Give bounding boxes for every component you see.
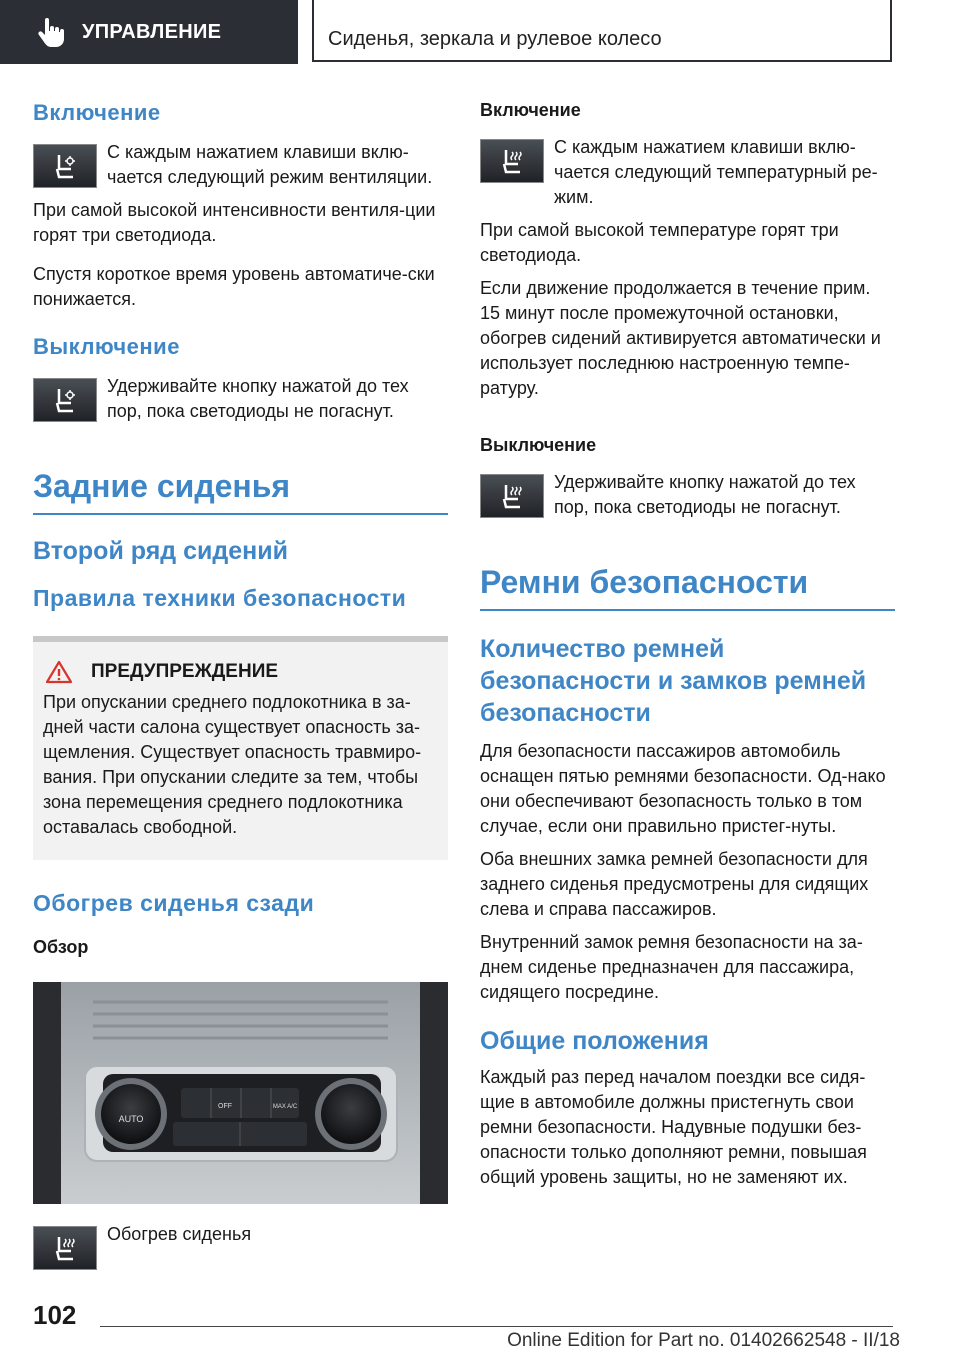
- left-column: [33, 100, 448, 1270]
- heating-max-text: При самой высокой температуре горят три светодиода.: [480, 220, 839, 265]
- belts-count-title: Количество ремней безопасности и замков ремней безопасности: [480, 635, 867, 727]
- rear-climate-panel-photo: [33, 982, 448, 1204]
- max-ac-label: MAX A/C: [272, 1104, 298, 1110]
- seat-belts-title: Ремни безопасности: [480, 564, 895, 611]
- edition-info: Online Edition for Part no. 01402662548 - II/18: [507, 1330, 900, 1351]
- warning-text: При опускании среднего подлокотника в за-дней части салона существует опасность за-щемления. Существует опасность травмиро-вания. При опускании следите за тем, чтобы зона перемещения среднего подлокотника оставалась свободной.: [43, 692, 422, 837]
- section-title: УПРАВЛЕНИЕ: [82, 20, 222, 43]
- right-column: [480, 100, 895, 1190]
- general-text: Каждый раз перед началом поездки все сидя-щие в автомобиле должны пристегнуть свои ремни безопасности. Надувные подушки без-опасности только дополняют ремни, повышая общий уровень защиты, но не заменяют их.: [480, 1067, 867, 1187]
- heating-off-row: [480, 470, 895, 520]
- rear-seats-title: Задние сиденья: [33, 468, 448, 515]
- belts-paragraph-3: Внутренний замок ремня безопасности на за-днем сиденье предназначен для пассажира, сидящего посредине.: [480, 932, 863, 1002]
- seat-heating-button-icon: [480, 139, 544, 183]
- heating-auto-text: Если движение продолжается в течение прим. 15 минут после промежуточной остановки, обогрев сидений активируется автоматически и использует последнюю настроенную темпе-ратуру.: [480, 278, 881, 398]
- ventilation-off-row: [33, 374, 448, 424]
- overview-heading: Обзор: [33, 937, 89, 957]
- seat-heating-caption-row: [33, 1222, 448, 1270]
- ventilation-off-heading: Выключение: [33, 334, 180, 359]
- seat-heating-button-icon: [33, 1226, 97, 1270]
- ventilation-on-text: С каждым нажатием клавиши вклю-чается следующий режим вентиляции.: [107, 142, 433, 187]
- belts-paragraph-1: Для безопасности пассажиров автомобиль оснащен пятью ремнями безопасности. Од-нако они обеспечивают безопасность только в том случае, если они правильно пристег-нуты.: [480, 741, 886, 836]
- heating-off-text: Удерживайте кнопку нажатой до тех пор, пока светодиоды не погаснут.: [554, 472, 856, 517]
- general-title: Общие положения: [480, 1027, 709, 1055]
- seat-heating-caption: Обогрев сиденья: [107, 1224, 252, 1244]
- safety-rules-title: Правила техники безопасности: [33, 585, 407, 611]
- footer-divider: [100, 1326, 893, 1327]
- seat-heating-button-icon: [480, 474, 544, 518]
- warning-triangle-icon: [45, 660, 73, 684]
- second-row-title: Второй ряд сидений: [33, 537, 288, 565]
- heating-off-heading: Выключение: [480, 435, 597, 455]
- heating-on-heading: Включение: [480, 100, 581, 120]
- warning-header: [43, 660, 436, 684]
- seat-ventilation-button-icon: [33, 144, 97, 188]
- belts-paragraph-2: Оба внешних замка ремней безопасности для заднего сиденья предусмотрены для сидящих слева и справа пассажиров.: [480, 849, 869, 919]
- ventilation-on-heading: Включение: [33, 100, 161, 125]
- ventilation-on-row: [33, 140, 448, 190]
- auto-label: AUTO: [118, 1114, 144, 1124]
- seat-ventilation-button-icon: [33, 378, 97, 422]
- rear-heating-title: Обогрев сиденья сзади: [33, 890, 315, 916]
- warning-title: ПРЕДУПРЕЖДЕНИЕ: [91, 661, 279, 682]
- ventilation-auto-text: Спустя короткое время уровень автоматиче-ски понижается.: [33, 264, 435, 309]
- warning-box: [33, 636, 448, 860]
- page-number: 102: [33, 1300, 77, 1330]
- heating-on-text: С каждым нажатием клавиши вклю-чается следующий температурный ре-жим.: [554, 137, 878, 207]
- chapter-box: [312, 0, 892, 62]
- off-label: OFF: [218, 1103, 232, 1110]
- heating-on-row: [480, 135, 895, 210]
- ventilation-max-text: При самой высокой интенсивности вентиля-ции горят три светодиода.: [33, 200, 436, 245]
- ventilation-off-text: Удерживайте кнопку нажатой до тех пор, пока светодиоды не погаснут.: [107, 376, 409, 421]
- chapter-title: Сиденья, зеркала и рулевое колесо: [328, 28, 662, 50]
- hand-pointer-icon: [34, 16, 66, 48]
- page-header: [0, 0, 960, 66]
- section-tab: [0, 0, 298, 64]
